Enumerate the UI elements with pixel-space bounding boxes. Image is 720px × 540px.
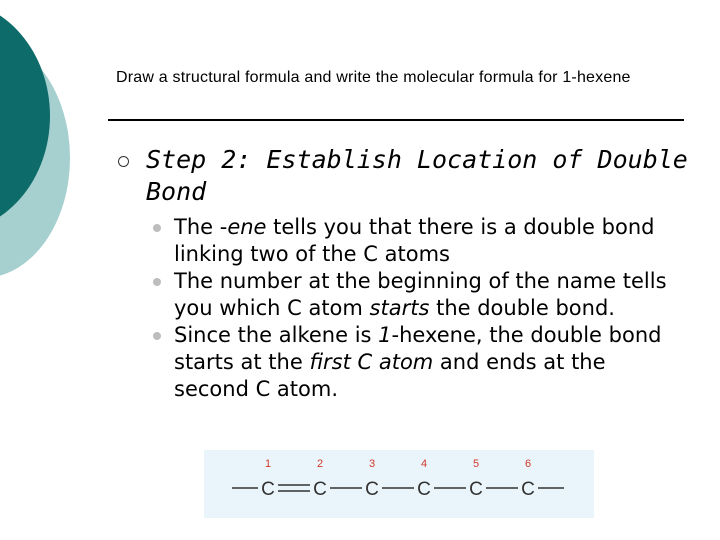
carbon-atom-label: C [417,479,431,500]
step-heading: Step 2: Establish Location of Double Bond [146,145,688,206]
sub-bullet-item [150,268,680,322]
carbon-atom-label: C [261,479,275,500]
step-bullet [118,144,688,208]
carbon-atom-label: C [521,479,535,500]
bullet-emphasis: first C atom [309,350,434,374]
carbon-number-label: 5 [472,458,480,470]
gray-dot-bullet-icon [153,278,161,286]
bullet-emphasis: starts [369,296,430,320]
structural-formula-image [204,450,594,518]
title-divider [108,119,684,121]
slide-title: Draw a structural formula and write the molecular formula for 1-hexene [116,69,631,86]
hollow-circle-bullet-icon [118,156,129,167]
carbon-number-label: 1 [264,458,272,470]
bullet-text: Since the alkene is [174,323,379,347]
carbon-atom-label: C [313,479,327,500]
decorative-circles [0,0,110,300]
carbon-number-label: 2 [316,458,324,470]
bullet-text: The number at the beginning of the name tells you which C atom [174,269,667,320]
carbon-atom-label: C [365,479,379,500]
sub-bullet-list [150,214,680,403]
carbon-atom-label: C [469,479,483,500]
bullet-text: The - [174,215,228,239]
gray-dot-bullet-icon [153,224,161,232]
sub-bullet-item [150,214,680,268]
bullet-text: tells you that there is a double bond linking two of the C atoms [174,215,655,266]
carbon-number-label: 3 [368,458,376,470]
sub-bullet-item [150,322,680,403]
bullet-emphasis: ene [227,215,267,239]
bullet-text: -hexene, the double bond starts at the [174,323,662,374]
bullet-emphasis: 1 [378,323,392,347]
bullet-text: the double bond. [429,296,615,320]
carbon-number-label: 6 [524,458,532,470]
gray-dot-bullet-icon [153,332,161,340]
hexene-chain-diagram [204,450,594,518]
carbon-number-label: 4 [420,458,428,470]
bullet-text: and ends at the second C atom. [174,350,606,401]
